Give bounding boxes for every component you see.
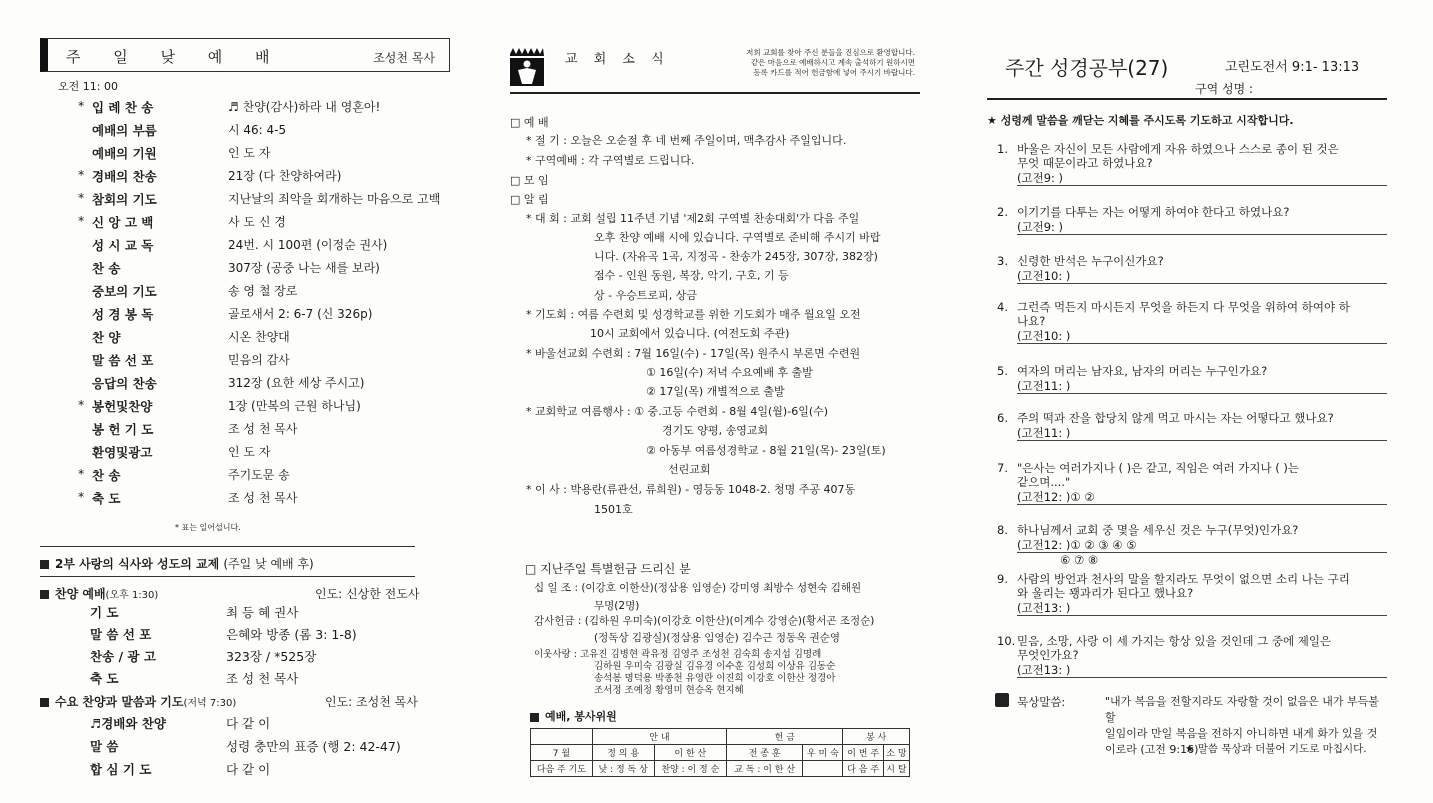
order-row <box>78 190 458 212</box>
order-label: 환영및광고 <box>92 445 153 460</box>
meditation-label: 묵상말씀: <box>1017 695 1066 709</box>
order-value: 시온 찬양대 <box>228 330 290 344</box>
question-text <box>1017 254 1387 268</box>
table-cell: 봉 사 <box>843 729 910 745</box>
wednesday-value: 성령 충만의 표증 (행 2: 42-47) <box>226 739 401 754</box>
standing-mark: * <box>78 466 85 481</box>
table-cell: 다 음 주 <box>843 761 883 777</box>
table-cell: 7 월 <box>531 745 593 761</box>
question-line: 와 울리는 꽹과리가 된다고 했나요? <box>1017 586 1194 600</box>
praise-label: 축 도 <box>90 671 119 686</box>
order-value: 24번. 시 100편 (이정순 권사) <box>228 238 388 252</box>
answer-reference: (고전11: ) <box>1017 426 1071 440</box>
question-number: 10. <box>997 634 1016 648</box>
wednesday-label: 합 심 기 도 <box>90 762 152 777</box>
praise-label: 찬송 / 광 고 <box>90 649 156 664</box>
order-row <box>78 351 458 373</box>
question-number: 1. <box>997 142 1008 156</box>
news-line: 선린교회 <box>668 463 711 476</box>
question-number: 2. <box>997 205 1008 219</box>
answer-extra: ⑥ ⑦ ⑧ <box>1060 553 1099 567</box>
table-cell: 찬양 : 이 정 순 <box>654 761 727 777</box>
name-field-label: 구역 성명 : <box>1195 82 1254 96</box>
worship-title-box <box>40 38 450 72</box>
order-value: 307장 (공중 나는 새를 보라) <box>228 261 380 275</box>
answer-line <box>1017 234 1387 235</box>
wednesday-value: 다 같 이 <box>226 762 271 777</box>
wednesday-label: ♬경배와 찬양 <box>90 716 166 731</box>
news-line: * 교회학교 여름행사 : ① 중.고등 수련회 - 8월 4일(월)-6일(수) <box>526 405 829 418</box>
order-value: 인 도 자 <box>228 445 271 459</box>
question-number: 4. <box>997 300 1008 314</box>
question-line: 믿음, 소망, 사랑 이 세 가지는 항상 있을 것인데 그 중에 제일은 <box>1017 634 1332 648</box>
order-value: 1장 (만복의 근원 하나님) <box>228 399 361 413</box>
table-row <box>531 729 910 745</box>
wednesday-heading: 수요 찬양과 말씀과 기도(저녁 7:30) <box>40 693 236 710</box>
order-value: 주기도문 송 <box>228 468 290 482</box>
table-cell: 시 탈 <box>883 761 909 777</box>
news-line: 점수 - 인원 동원, 복장, 악기, 구호, 기 등 <box>594 269 789 282</box>
praise-value: 조 성 천 목사 <box>226 671 299 686</box>
order-label: 입 례 찬 송 <box>92 100 154 115</box>
answer-reference: (고전9: ) <box>1017 220 1064 234</box>
order-label: 예배의 기원 <box>92 146 157 161</box>
order-row <box>78 213 458 235</box>
standing-mark: * <box>78 213 85 228</box>
order-label: 중보의 기도 <box>92 284 157 299</box>
news-line: 니다. (자유곡 1곡, 지정곡 - 찬송가 245장, 307장, 382장) <box>594 250 878 263</box>
worship-title: 주 일 낮 예 배 <box>66 48 284 66</box>
answer-reference: (고전13: ) <box>1017 601 1071 615</box>
square-bullet-icon <box>530 713 539 722</box>
order-row <box>78 420 458 442</box>
order-value: 21장 (다 찬양하여라) <box>228 169 342 183</box>
closing-note: ★ 말씀 묵상과 더불어 기도로 마칩시다. <box>1185 743 1367 755</box>
service-heading: 예배, 봉사위원 <box>530 708 617 724</box>
square-bullet-icon <box>40 698 49 707</box>
offering-line: 이웃사랑 : 고유진 김병현 곽유정 김영주 조성천 김숙희 송지섭 김명례 <box>534 649 822 660</box>
opening-prayer: ★ 성령께 말씀을 깨닫는 지혜를 주시도록 기도하고 시작합니다. <box>987 114 1294 127</box>
order-value: 312장 (요한 세상 주시고) <box>228 376 365 390</box>
order-row <box>78 466 458 488</box>
news-line: 상 - 우승트로피, 상금 <box>594 289 697 302</box>
question-line: 신령한 반석은 누구이신가요? <box>1017 254 1164 268</box>
answer-line <box>1017 677 1387 678</box>
order-label: 성 시 교 독 <box>92 238 154 253</box>
order-label: 예배의 부름 <box>92 123 157 138</box>
question-number: 7. <box>997 461 1008 475</box>
order-label: 봉헌및찬양 <box>92 399 153 414</box>
order-value: ♬ 찬양(감사)하라 내 영혼아! <box>228 100 381 114</box>
praise-label: 기 도 <box>90 605 119 620</box>
order-row <box>78 328 458 350</box>
question-line: 무엇인가요? <box>1017 648 1079 662</box>
order-value: 사 도 신 경 <box>228 215 286 229</box>
standing-note: * 표는 일어섭니다. <box>175 523 241 532</box>
news-line: * 대 회 : 교회 설립 11주년 기념 '제2회 구역별 찬송대회'가 다음 주일 <box>526 212 860 225</box>
answer-line <box>1017 185 1387 186</box>
question-line: 바울은 자신이 모든 사람에게 자유 하였으나 스스로 종이 된 것은 <box>1017 142 1339 156</box>
order-row <box>78 236 458 258</box>
question-line: 무엇 때문이라고 하였나요? <box>1017 156 1153 170</box>
table-cell: 안 내 <box>592 729 726 745</box>
question-line: 같으며...." <box>1017 475 1071 489</box>
order-label: 찬 송 <box>92 468 121 483</box>
question-line: 주의 떡과 잔을 합당치 않게 먹고 마시는 자는 어떻다고 했나요? <box>1017 411 1334 425</box>
praise-value: 최 등 혜 권사 <box>226 605 299 620</box>
bible-icon <box>995 693 1009 707</box>
order-row <box>78 443 458 465</box>
praise-label: 말 씀 선 포 <box>90 627 152 642</box>
order-value: 골로새서 2: 6-7 (신 326p) <box>228 307 373 321</box>
answer-reference: (고전10: ) <box>1017 329 1071 343</box>
order-value: 조 성 천 목사 <box>228 422 298 436</box>
question-line: 그런즉 먹든지 마시든지 무엇을 하든지 다 무엇을 위하여 하여야 하 <box>1017 300 1350 314</box>
church-logo-icon <box>508 46 546 88</box>
header-rule <box>987 98 1387 100</box>
service-table <box>530 728 910 777</box>
news-line: □ 예 배 <box>510 116 549 129</box>
order-row <box>78 282 458 304</box>
question-text <box>1017 461 1387 489</box>
order-row <box>78 397 458 419</box>
news-line: ② 아동부 여름성경학교 - 8월 21일(목)- 23일(토) <box>646 444 886 457</box>
question-line: 하나님께서 교회 중 몇을 세우신 것은 누구(무엇)인가요? <box>1017 523 1299 537</box>
order-label: 성 경 봉 독 <box>92 307 154 322</box>
question-line: 나요? <box>1017 314 1046 328</box>
offering-line: 십 일 조 : (이강호 이한산)(정삼용 임영순) 강미영 최방수 성현숙 김해원 <box>534 582 862 594</box>
order-label: 찬 송 <box>92 261 121 276</box>
study-title: 주간 성경공부(27) <box>1005 56 1169 80</box>
question-number: 5. <box>997 364 1008 378</box>
standing-mark: * <box>78 98 85 113</box>
question-line: "은사는 여러가지나 ( )은 같고, 직임은 여러 가지나 ( )는 <box>1017 461 1299 475</box>
order-value: 조 성 천 목사 <box>228 491 298 505</box>
news-line: * 기도회 : 여름 수련회 및 성경학교를 위한 기도회가 매주 월요일 오전 <box>526 308 861 321</box>
question-text <box>1017 300 1387 328</box>
bible-study-panel <box>965 0 1433 803</box>
praise-leader: 인도: 신상한 전도사 <box>315 587 420 601</box>
standing-mark: * <box>78 190 85 205</box>
answer-reference: (고전10: ) <box>1017 269 1071 283</box>
order-row <box>78 305 458 327</box>
question-number: 9. <box>997 572 1008 586</box>
question-text <box>1017 142 1387 170</box>
question-line: 이기기를 다투는 자는 어떻게 하여야 한다고 하였나요? <box>1017 205 1290 219</box>
question-text <box>1017 205 1387 219</box>
table-cell: 헌 금 <box>727 729 843 745</box>
header-rule <box>510 92 920 94</box>
table-cell <box>531 729 593 745</box>
church-news-panel <box>490 0 950 803</box>
news-line: 경기도 양평, 송영교회 <box>662 424 769 437</box>
table-cell: 정 의 용 <box>592 745 654 761</box>
news-line: * 바울선교회 수련회 : 7월 16일(수) - 17일(목) 원주시 부론면 수련원 <box>526 347 861 360</box>
order-label: 참회의 기도 <box>92 192 157 207</box>
second-part-heading: 2부 사랑의 식사와 성도의 교제 (주일 낮 예배 후) <box>40 555 314 572</box>
order-row <box>78 167 458 189</box>
question-text <box>1017 364 1387 378</box>
table-cell: 다음 주 기도 <box>531 761 593 777</box>
order-value: 인 도 자 <box>228 146 271 160</box>
praise-value: 은혜와 방종 (롬 3: 1-8) <box>226 627 357 642</box>
offering-line: 김하원 우미숙 김광실 김유경 이수훈 김성희 이상유 김동순 <box>594 661 836 672</box>
order-value: 시 46: 4-5 <box>228 123 287 137</box>
answer-line <box>1017 283 1387 284</box>
order-label: 찬 양 <box>92 330 121 345</box>
table-cell <box>803 761 843 777</box>
order-row <box>78 489 458 511</box>
order-label: 축 도 <box>92 491 121 506</box>
order-label: 경배의 찬송 <box>92 169 157 184</box>
news-line: ② 17일(목) 개별적으로 출발 <box>646 385 785 398</box>
worship-time: 오전 11: 00 <box>58 80 118 93</box>
square-bullet-icon <box>40 560 49 569</box>
news-line: 오후 찬양 예배 시에 있습니다. 구역별로 준비해 주시기 바랍 <box>594 231 881 244</box>
study-reference: 고린도전서 9:1- 13:13 <box>1225 60 1360 75</box>
offering-heading: □ 지난주일 특별헌금 드리신 분 <box>525 562 691 576</box>
news-line: * 절 기 : 오늘은 오순절 후 네 번째 주일이며, 맥추감사 주일입니다. <box>526 134 847 147</box>
order-row <box>78 98 458 120</box>
news-line: 10시 교회에서 있습니다. (여전도회 주관) <box>590 327 790 340</box>
wednesday-leader: 인도: 조성천 목사 <box>325 695 418 709</box>
table-cell: 이 한 산 <box>654 745 727 761</box>
answer-reference: (고전9: ) <box>1017 171 1064 185</box>
meditation-verse: "내가 복음을 전할지라도 자랑할 것이 없음은 내가 부득불 할 일임이라 만일 복음을 전하지 아니하면 내게 화가 있을 것 이로라 (고전 9:16) <box>1105 695 1379 756</box>
table-row <box>531 745 910 761</box>
news-line: * 구역예배 : 각 구역별로 드립니다. <box>526 154 695 167</box>
offering-line: 조서정 조예정 황영미 현승옥 현지혜 <box>594 685 744 696</box>
answer-line <box>1017 393 1387 394</box>
order-row <box>78 259 458 281</box>
order-label: 신 앙 고 백 <box>92 215 154 230</box>
offering-line: 감사헌금 : (김하원 우미숙)(이강호 이한산)(이계수 강영순)(황서곤 조정순) <box>534 615 875 627</box>
news-line: □ 알 림 <box>510 193 549 206</box>
praise-value: 323장 / *525장 <box>226 649 317 664</box>
welcome-text: 저희 교회를 찾아 주신 분들을 진심으로 환영합니다. 같은 마음으로 예배하시고 계속 출석하기 원하시면 등록 카드를 적어 헌금함에 넣어 주시기 바랍니다. <box>746 48 915 77</box>
offering-line: 무명(2명) <box>594 600 640 612</box>
table-cell: 전 종 훈 <box>727 745 803 761</box>
question-text <box>1017 572 1387 600</box>
order-row <box>78 374 458 396</box>
standing-mark: * <box>78 167 85 182</box>
order-label: 말 씀 선 포 <box>92 353 154 368</box>
answer-reference: (고전11: ) <box>1017 379 1071 393</box>
answer-reference: (고전12: )① ② <box>1017 490 1095 504</box>
news-line: ① 16일(수) 저녁 수요예배 후 출발 <box>646 366 813 379</box>
table-cell: 우 미 숙 <box>803 745 843 761</box>
order-label: 응답의 찬송 <box>92 376 157 391</box>
order-value: 지난날의 죄악을 회개하는 마음으로 고백 <box>228 192 441 206</box>
offering-line: 송석봉 명덕용 박종천 유영란 이진희 이강호 이한산 정경아 <box>594 673 836 684</box>
divider <box>40 546 415 547</box>
question-number: 3. <box>997 254 1008 268</box>
table-cell: 이 번 주 <box>843 745 883 761</box>
table-cell: 소 망 <box>883 745 909 761</box>
offering-line: (정독상 김광실)(정삼용 임영순) 김수근 정동옥 권순영 <box>594 632 841 644</box>
answer-reference: (고전13: ) <box>1017 663 1071 677</box>
order-value: 믿음의 감사 <box>228 353 290 367</box>
news-line: □ 모 임 <box>510 174 549 187</box>
order-value: 송 영 철 장로 <box>228 284 298 298</box>
answer-reference: (고전12: )① ② ③ ④ ⑤ <box>1017 538 1137 552</box>
square-bullet-icon <box>40 590 49 599</box>
news-line: * 이 사 : 박용란(류관선, 류희원) - 영등동 1048-2. 청명 주공 407동 <box>526 483 856 496</box>
answer-line <box>1017 615 1387 616</box>
worship-order-panel <box>0 0 470 803</box>
news-line: 1501호 <box>594 503 633 516</box>
answer-line <box>1017 504 1387 505</box>
question-text <box>1017 411 1387 425</box>
question-number: 8. <box>997 523 1008 537</box>
answer-line <box>1017 440 1387 441</box>
news-title: 교 회 소 식 <box>565 52 670 67</box>
divider <box>40 576 415 577</box>
table-row <box>531 761 910 777</box>
answer-line <box>1017 343 1387 344</box>
order-label: 봉 헌 기 도 <box>92 422 154 437</box>
question-line: 사람의 방언과 천사의 말을 할지라도 무엇이 없으면 소리 나는 구리 <box>1017 572 1350 586</box>
question-text <box>1017 634 1387 662</box>
standing-mark: * <box>78 397 85 412</box>
question-line: 여자의 머리는 남자요, 남자의 머리는 누구인가요? <box>1017 364 1268 378</box>
wednesday-value: 다 같 이 <box>226 716 271 731</box>
question-number: 6. <box>997 411 1008 425</box>
standing-mark: * <box>78 489 85 504</box>
order-row <box>78 121 458 143</box>
wednesday-label: 말 씀 <box>90 739 119 754</box>
order-row <box>78 144 458 166</box>
praise-service-heading: 찬양 예배(오후 1:30) <box>40 585 158 602</box>
table-cell: 교 독 : 이 한 산 <box>727 761 803 777</box>
question-text <box>1017 523 1387 537</box>
worship-pastor: 조성천 목사 <box>373 51 435 65</box>
table-cell: 낮 : 정 독 상 <box>592 761 654 777</box>
